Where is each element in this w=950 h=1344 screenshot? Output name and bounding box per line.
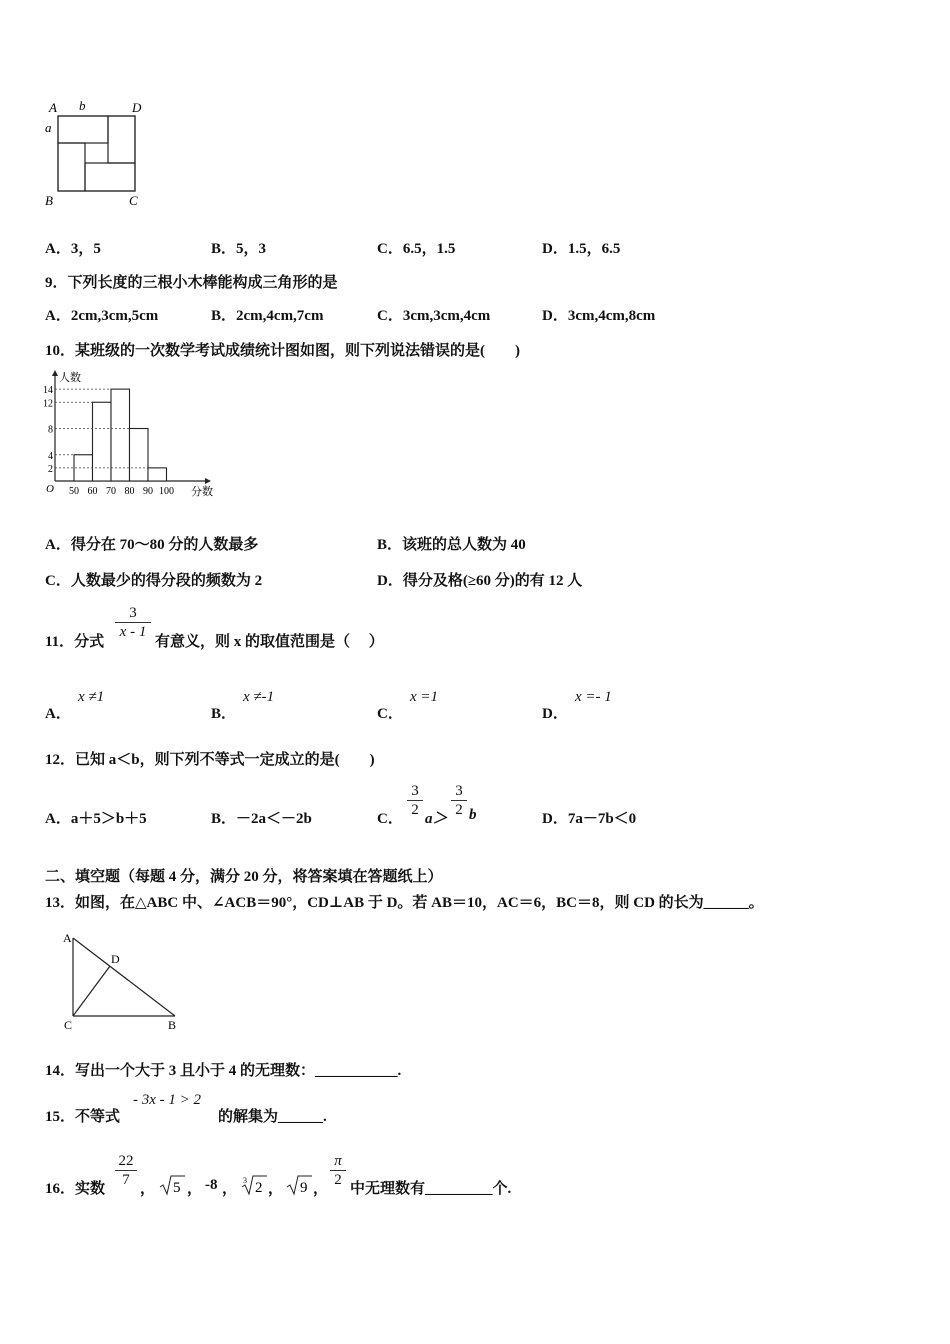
- label-D: D: [132, 100, 142, 115]
- q9-option-d: D．3cm,4cm,8cm: [542, 308, 656, 324]
- q16-sep1: ，: [140, 1181, 156, 1197]
- x-tick-label: 80: [124, 486, 135, 497]
- q16-sep4: ，: [268, 1181, 284, 1197]
- x-tick-label: 70: [106, 486, 116, 497]
- q9-option-b: B．2cm,4cm,7cm: [211, 308, 324, 324]
- q12-c-frac1-num: 3: [411, 783, 419, 799]
- cbrt2-radicand: 2: [255, 1180, 263, 1196]
- y-axis-label: 人数: [59, 372, 81, 384]
- q9-option-a: A．2cm,3cm,5cm: [45, 308, 159, 324]
- score-histogram: [40, 368, 215, 503]
- tri-label-D: D: [111, 952, 120, 966]
- label-A: A: [49, 100, 57, 115]
- q11-option-b-math: x ≠-1: [243, 689, 275, 705]
- q11-option-b-letter: B．: [211, 706, 237, 722]
- q11-frac-den: x - 1: [115, 622, 151, 641]
- y-tick-label: 4: [48, 450, 53, 462]
- q15-suffix: 的解集为______.: [218, 1109, 327, 1125]
- cbrt-index: 3: [243, 1176, 247, 1185]
- q10-question: 10．某班级的一次数学考试成绩统计图如图，则下列说法错误的是( ): [45, 343, 520, 359]
- q12-option-c-a: a＞: [425, 811, 448, 827]
- q12-option-d: D．7a－7b＜0: [542, 811, 637, 827]
- q9-question: 9．下列长度的三根小木棒能构成三角形的是: [45, 275, 338, 291]
- q11-suffix: 有意义，则 x 的取值范围是（ ）: [155, 634, 384, 650]
- q9-option-c: C．3cm,3cm,4cm: [377, 308, 491, 324]
- tri-label-C: C: [64, 1018, 73, 1032]
- x-tick-label: 50: [69, 486, 79, 497]
- x-tick-label: 100: [159, 486, 174, 497]
- x-axis-arrow: [205, 478, 211, 484]
- sqrt9-radical: [286, 1174, 312, 1196]
- q16-suffix: 中无理数有_________个.: [350, 1181, 512, 1197]
- q12-c-frac2-num: 3: [455, 783, 463, 799]
- histogram-bar: [148, 468, 167, 481]
- histogram-bar: [93, 402, 112, 481]
- label-a: a: [45, 120, 52, 135]
- q11-option-a-math: x ≠1: [78, 689, 105, 705]
- q15-math: - 3x - 1 > 2: [133, 1092, 202, 1108]
- q12-c-frac2-den: 2: [451, 800, 467, 819]
- q11-option-c-letter: C．: [377, 706, 403, 722]
- q16-frac1-den: 7: [115, 1170, 137, 1189]
- q11-option-d-letter: D．: [542, 706, 568, 722]
- q8-option-a: A．3，5: [45, 241, 101, 257]
- q12-option-b: B．－2a＜－2b: [211, 811, 312, 827]
- y-tick-label: 14: [43, 385, 53, 397]
- section2-title: 二、填空题（每题 4 分，满分 20 分，将答案填在答题纸上）: [45, 869, 443, 885]
- cbrt2-radical: [241, 1174, 267, 1196]
- histogram-bar: [130, 429, 149, 482]
- origin-label: O: [46, 483, 54, 495]
- q11-option-c-math: x =1: [410, 689, 439, 705]
- q11-prefix: 11．分式: [45, 634, 105, 650]
- q13-question: 13．如图，在△ABC 中、∠ACB＝90°，CD⊥AB 于 D。若 AB＝10，AC＝6，BC＝8，则 CD 的长为______。: [45, 895, 764, 911]
- y-axis-arrow: [52, 370, 58, 376]
- sqrt5-radical: [159, 1174, 185, 1196]
- x-tick-label: 90: [143, 486, 153, 497]
- y-tick-label: 2: [48, 463, 53, 475]
- histogram-bar: [111, 389, 130, 481]
- q12-option-c-b: b: [469, 807, 477, 823]
- q10-option-c: C．人数最少的得分段的频数为 2: [45, 573, 263, 589]
- q16-neg8: -8: [205, 1177, 218, 1193]
- q16-prefix: 16．实数: [45, 1181, 106, 1197]
- triangle-figure: [55, 928, 190, 1036]
- sqrt9-radicand: 9: [300, 1180, 308, 1196]
- q11-option-a-letter: A．: [45, 706, 71, 722]
- q12-option-c-letter: C．: [377, 811, 403, 827]
- y-tick-label: 12: [43, 398, 53, 410]
- q10-option-a: A．得分在 70～80 分的人数最多: [45, 537, 259, 553]
- tri-label-A: A: [63, 931, 72, 945]
- q12-c-frac1: [407, 782, 423, 819]
- tri-label-B: B: [168, 1018, 177, 1032]
- q16-frac2-den: 2: [330, 1170, 346, 1189]
- label-b: b: [79, 98, 86, 113]
- q11-fraction: [115, 604, 151, 641]
- x-axis-label: 分数: [191, 486, 213, 498]
- q14-question: 14．写出一个大于 3 且小于 4 的无理数：___________.: [45, 1063, 402, 1079]
- x-tick-label: 60: [87, 486, 98, 497]
- q15-prefix: 15．不等式: [45, 1109, 121, 1125]
- q12-question: 12．已知 a＜b，则下列不等式一定成立的是( ): [45, 752, 375, 768]
- q16-sep2: ，: [187, 1181, 203, 1197]
- label-B: B: [45, 193, 53, 208]
- q16-frac2: [330, 1152, 346, 1189]
- label-C: C: [129, 193, 138, 208]
- q11-frac-num: 3: [129, 605, 137, 621]
- q10-option-b: B．该班的总人数为 40: [377, 537, 526, 553]
- q11-option-d-math: x =- 1: [575, 689, 612, 705]
- q16-sep5: ，: [313, 1181, 329, 1197]
- q12-c-frac2: [451, 782, 467, 819]
- q16-frac1-num: 22: [118, 1153, 134, 1169]
- rectangle-figure: [40, 95, 160, 210]
- q10-option-d: D．得分及格(≥60 分)的有 12 人: [377, 573, 583, 589]
- q16-frac2-num: π: [334, 1153, 342, 1169]
- q12-option-a: A．a＋5＞b＋5: [45, 811, 147, 827]
- sqrt5-radicand: 5: [173, 1180, 181, 1196]
- q12-c-frac1-den: 2: [407, 800, 423, 819]
- q8-option-d: D．1.5，6.5: [542, 241, 621, 257]
- q8-option-c: C．6.5，1.5: [377, 241, 456, 257]
- q16-sep3: ，: [222, 1181, 238, 1197]
- y-tick-label: 8: [48, 424, 53, 436]
- q8-option-b: B．5，3: [211, 241, 267, 257]
- q16-frac1: [115, 1152, 137, 1189]
